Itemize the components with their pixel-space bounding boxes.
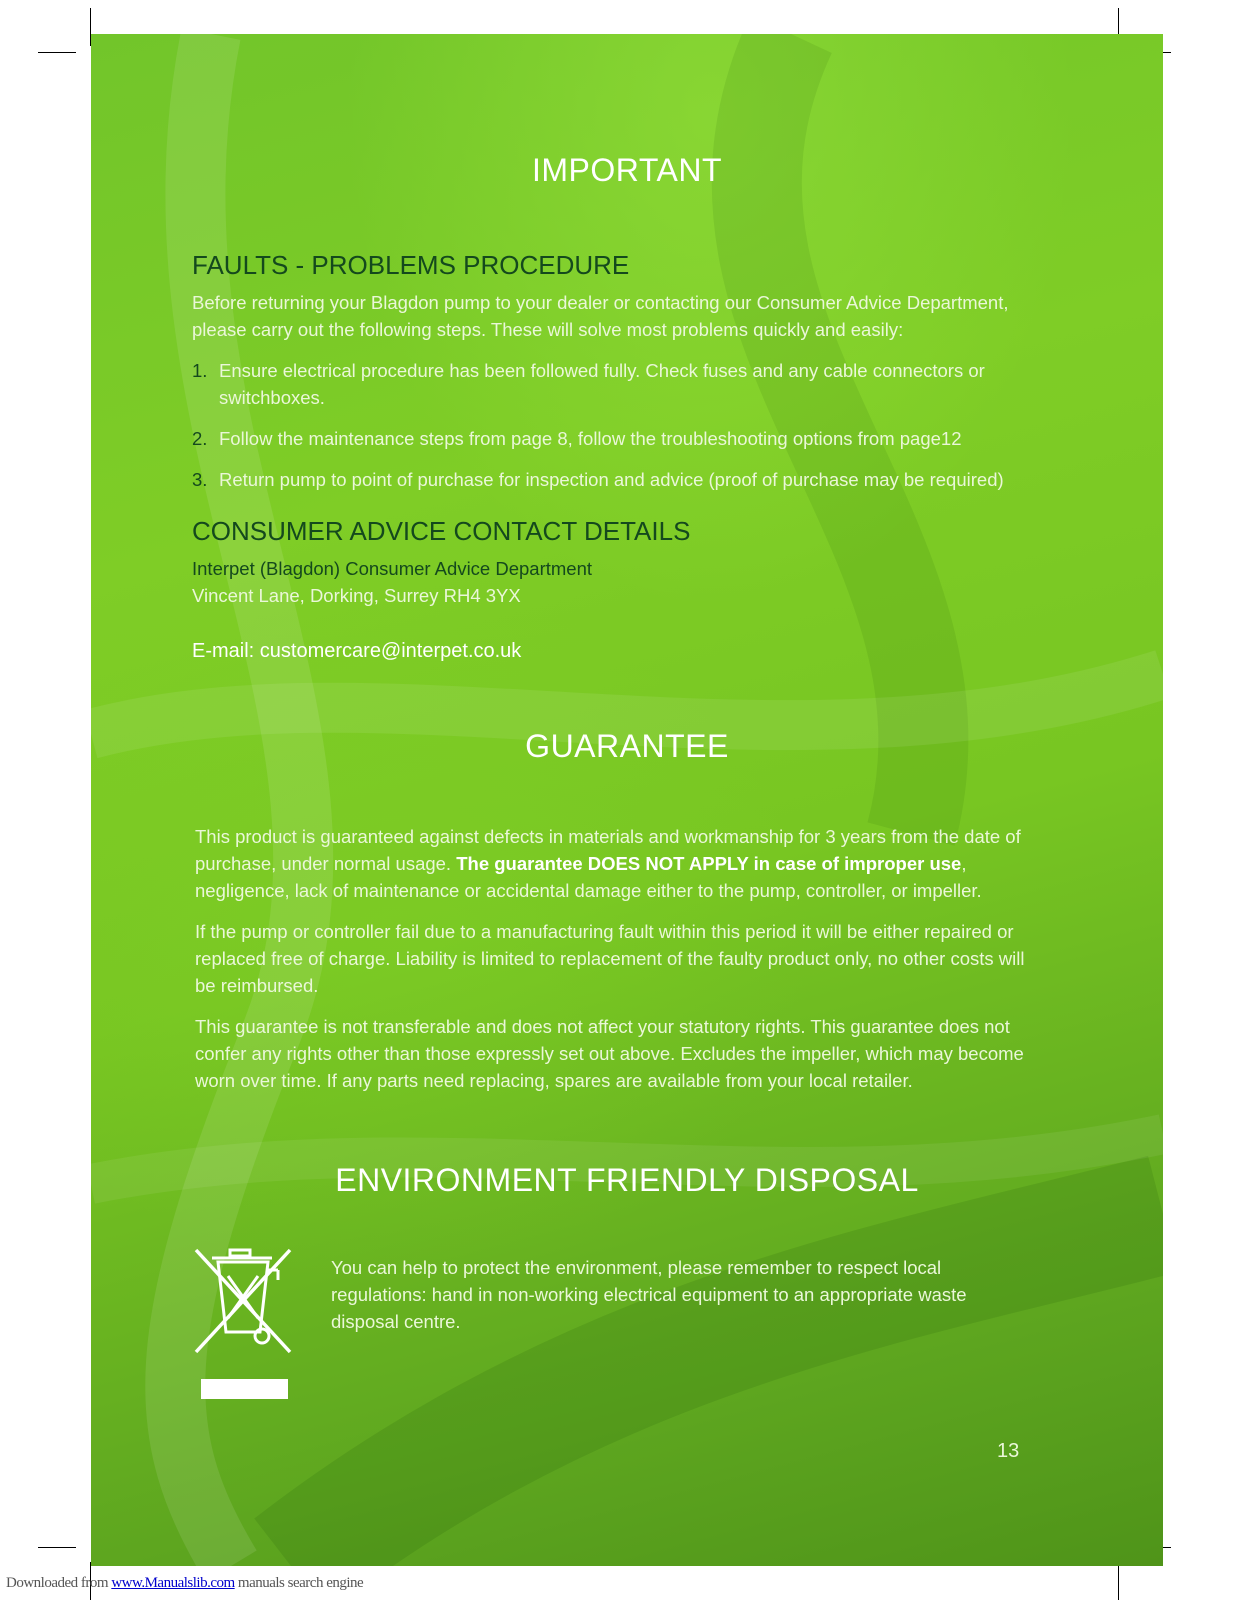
- footer-prefix: Downloaded from: [6, 1575, 112, 1591]
- contact-heading: CONSUMER ADVICE CONTACT DETAILS: [192, 516, 691, 546]
- list-item: [192, 466, 1032, 493]
- disposal-title: ENVIRONMENT FRIENDLY DISPOSAL: [335, 1162, 919, 1198]
- crop-mark: [1118, 1562, 1119, 1600]
- list-text: Return pump to point of purchase for inspection and advice (proof of purchase may be required): [219, 469, 1004, 490]
- crop-mark: [38, 1547, 76, 1548]
- faults-intro: Before returning your Blagdon pump to your dealer or contacting our Consumer Advice Department, please carry out the following steps. These will solve most problems quickly and easily:: [192, 292, 1009, 340]
- faults-heading: FAULTS - PROBLEMS PROCEDURE: [192, 250, 630, 280]
- guarantee-paragraph-1: [195, 823, 1035, 904]
- crossed-out-wheelie-bin-icon: [192, 1246, 298, 1356]
- crop-mark: [38, 52, 76, 53]
- list-text: Follow the maintenance steps from page 8, follow the troubleshooting options from page12: [219, 428, 962, 449]
- list-text: Ensure electrical procedure has been followed fully. Check fuses and any cable connectors or switchboxes.: [219, 360, 985, 408]
- manualslib-link[interactable]: www.Manualslib.com: [111, 1575, 235, 1591]
- important-title: IMPORTANT: [532, 152, 722, 188]
- list-item: [192, 357, 1032, 411]
- page-number: 13: [997, 1440, 1020, 1462]
- disposal-text: You can help to protect the environment, please remember to respect local regulations: hand in non-working electrical equipment to an appropriate waste disposal centre.: [331, 1257, 967, 1332]
- download-footer: [6, 1575, 363, 1592]
- guarantee-text: This product is guaranteed against defects in materials and workmanship for 3 years from the date of purchase, under normal usage.: [195, 826, 1021, 874]
- guarantee-paragraph-2: If the pump or controller fail due to a manufacturing fault within this period it will be either repaired or replaced free of charge. Liability is limited to replacement of the faulty product only, no other costs will be reimbursed.: [195, 921, 1025, 996]
- guarantee-text: , negligence, lack of maintenance or accidental damage either to the pump, controller, or impeller.: [195, 853, 982, 901]
- list-number: 3.: [192, 469, 208, 490]
- guarantee-title: GUARANTEE: [525, 728, 729, 764]
- list-number: 1.: [192, 360, 208, 381]
- list-number: 2.: [192, 428, 208, 449]
- green-page-panel: [91, 34, 1163, 1566]
- contact-address: Vincent Lane, Dorking, Surrey RH4 3YX: [192, 585, 521, 606]
- list-item: [192, 425, 1032, 452]
- contact-department: Interpet (Blagdon) Consumer Advice Department: [192, 558, 593, 579]
- weee-bar: [201, 1379, 288, 1399]
- guarantee-paragraph-3: This guarantee is not transferable and does not affect your statutory rights. This guarantee does not confer any rights other than those expressly set out above. Excludes the impeller, which may become worn over time. If any parts need replacing, spares are available from your local retailer.: [195, 1016, 1024, 1091]
- contact-email: E-mail: customercare@interpet.co.uk: [192, 640, 522, 662]
- guarantee-bold-text: The guarantee DOES NOT APPLY in case of improper use: [456, 853, 962, 874]
- footer-suffix: manuals search engine: [234, 1575, 364, 1591]
